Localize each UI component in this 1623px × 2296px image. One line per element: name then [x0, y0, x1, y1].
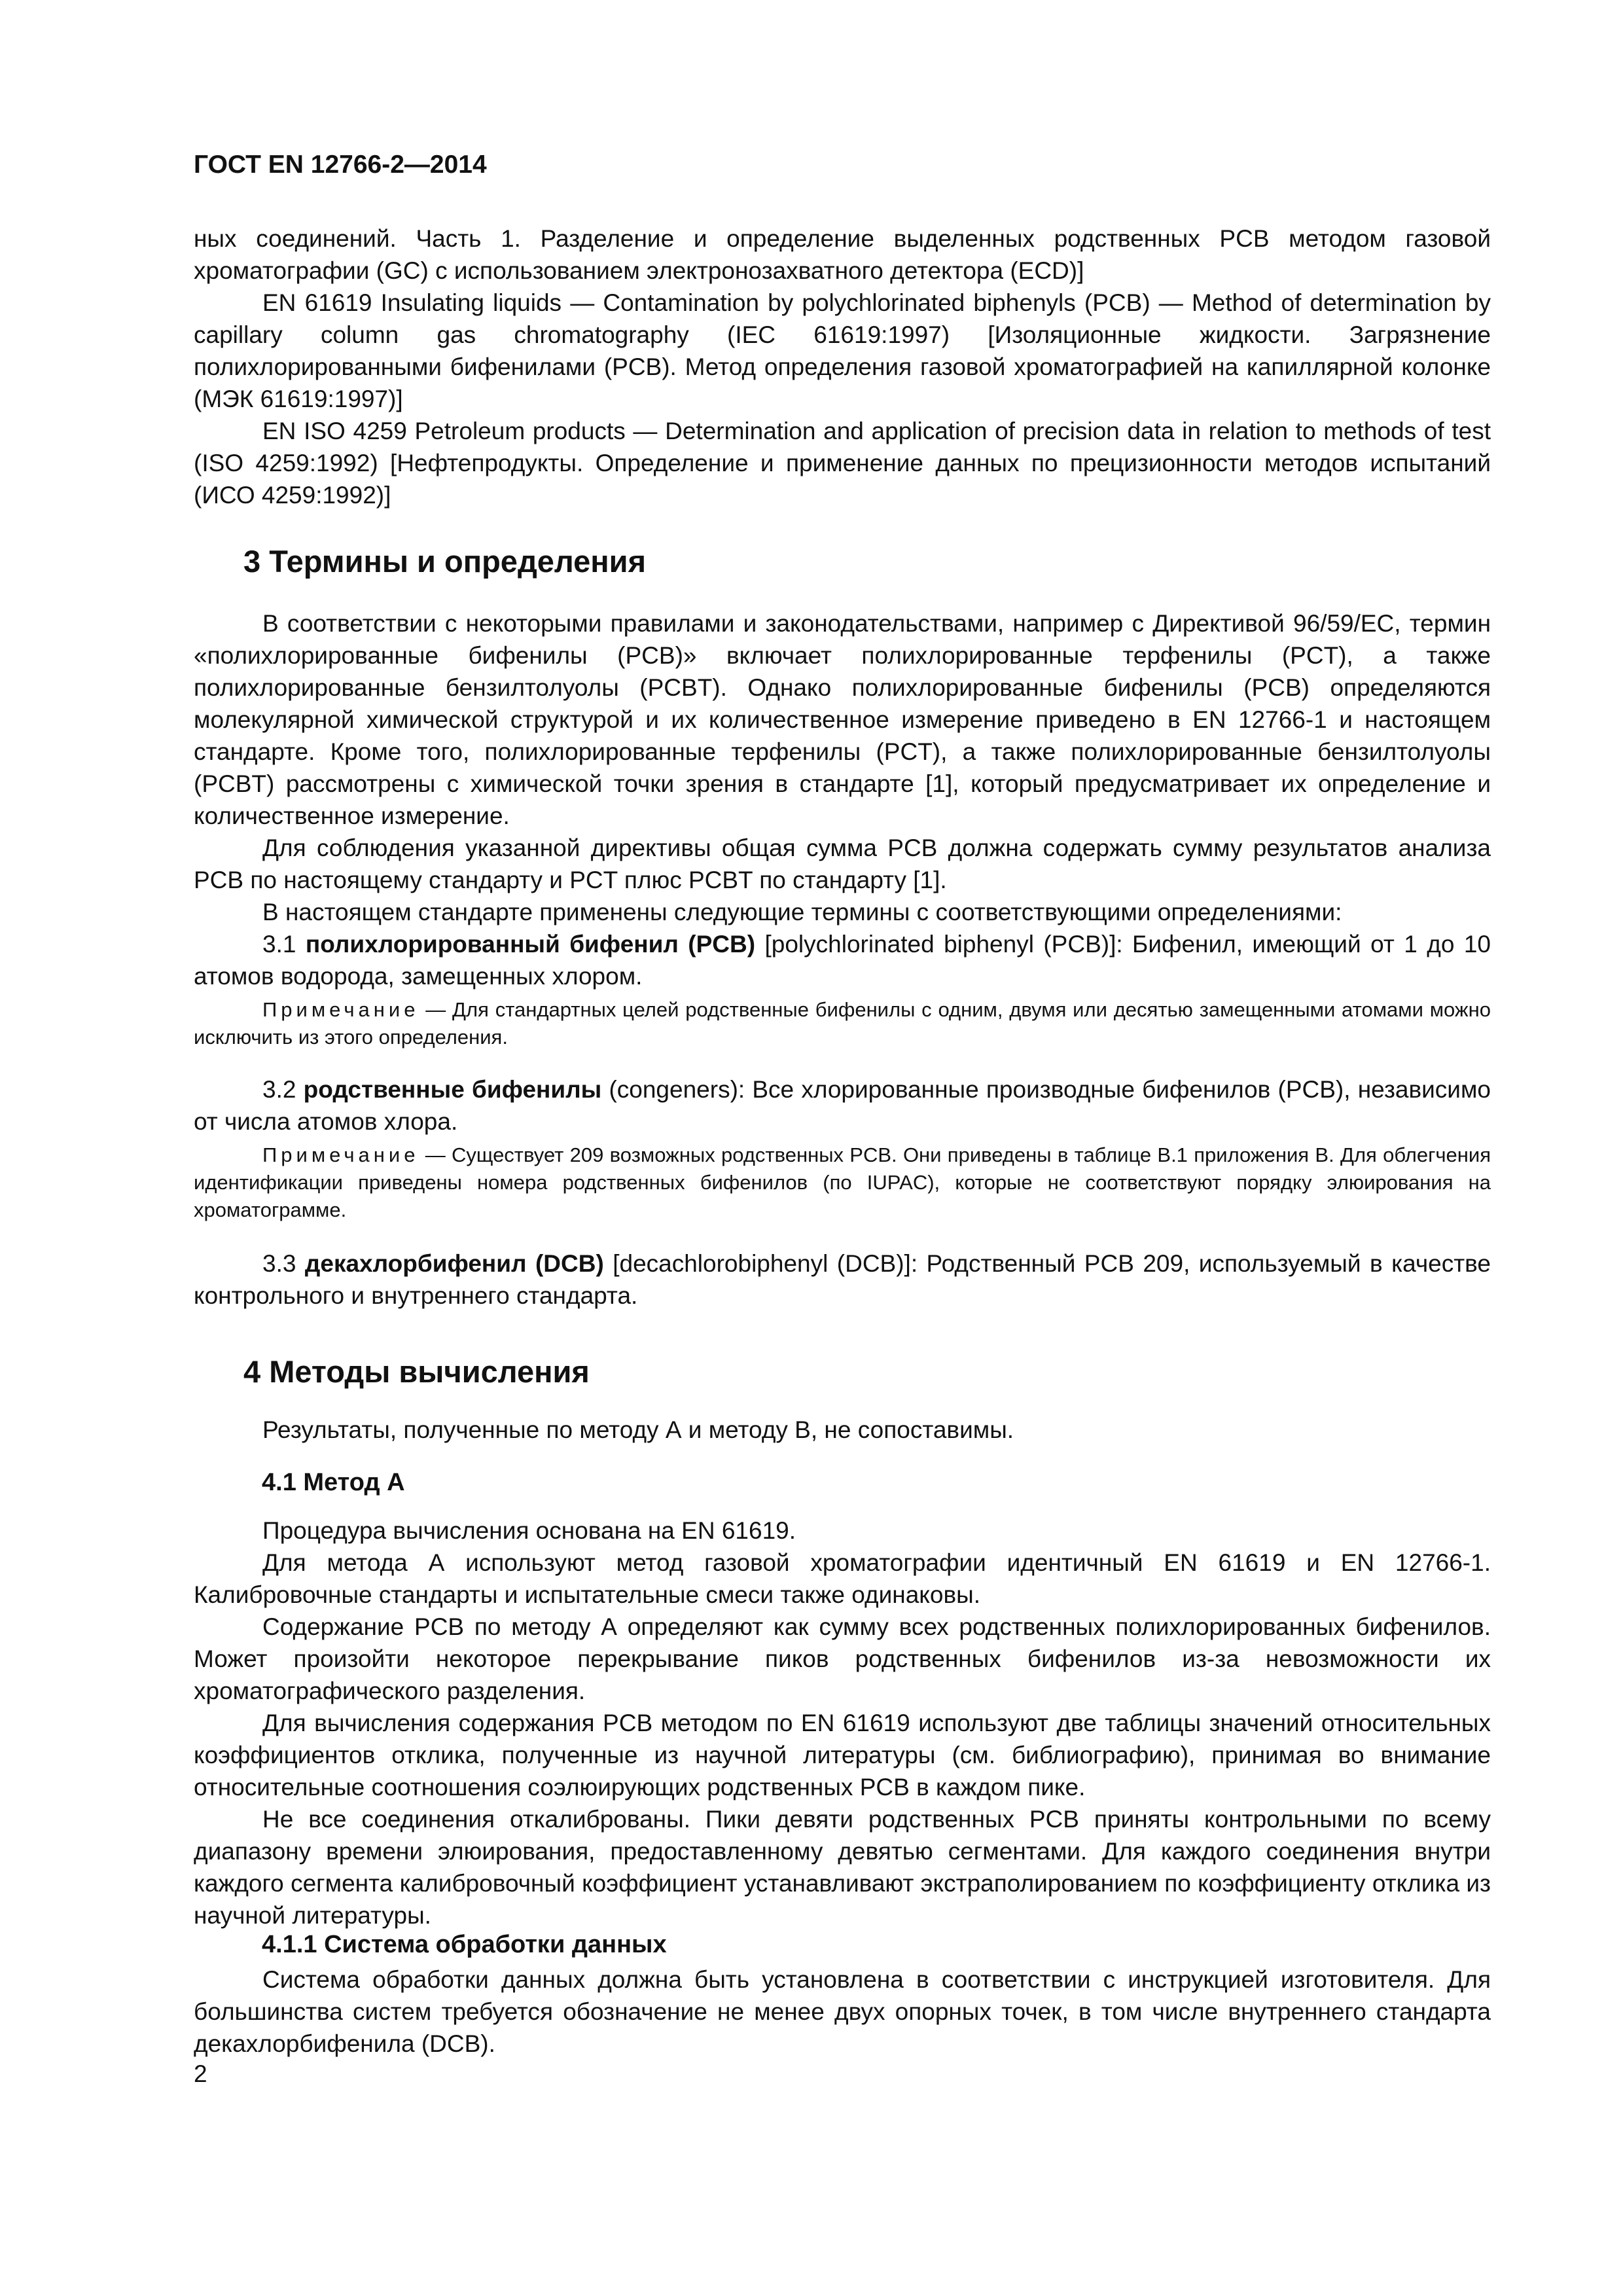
section-3-intro: В соответствии с некоторыми правилами и законодательствами, например с Директивой 96/59/EC, термин «полихлорированные бифенилы (PCB)» включает полихлорированные терфенилы (PCT), а также полихлорированные бензилтолуолы (PCBT). Однако полихлорированные бифенилы (PCB) определяются молекулярной химической структурой и их количественное измерение приведено в EN 12766-1 и настоящем стандарте. Кроме того, полихлорированные терфенилы (PCT), а также полихлорированные бензилтолуолы (PCBT) рассмотрены с химической точки зрения в стандарте [1], который предусматривает их определение и количественное измерение. — [194, 610, 1491, 829]
section-4-intro: Результаты, полученные по методу А и методу В, не сопоставимы. — [262, 1416, 1014, 1443]
ref-en-61619: EN 61619 Insulating liquids — Contamination by polychlorinated biphenyls (PCB) — Method of determination by capillary column gas chromatography (IEC 61619:1997) [Изоляционные жидкости. Загрязнение полихлорированными бифенилами (PCB). Метод определения газовой хроматографией на капиллярной колонке (МЭК 61619:1997)] — [194, 289, 1491, 412]
term-name: полихлорированный бифенил (PCB) — [305, 931, 756, 958]
note-label: Примечание — [262, 998, 419, 1021]
section-4-1-1-heading: 4.1.1 Система обработки данных — [262, 1931, 667, 1958]
term-name: родственные бифенилы — [303, 1076, 602, 1103]
section-3-terms-lead: В настоящем стандарте применены следующие термины с соответствующими определениями: — [262, 899, 1342, 925]
section-3-heading: 3 Термины и определения — [243, 544, 646, 579]
term-number: 3.3 — [262, 1250, 305, 1277]
document-header: ГОСТ EN 12766-2—2014 — [194, 151, 487, 179]
term-name: декахлорбифенил (DCB) — [304, 1250, 604, 1277]
term-3-2 — [194, 1073, 1491, 1138]
note-label: Примечание — [262, 1143, 419, 1166]
section-4-heading: 4 Методы вычисления — [243, 1354, 590, 1389]
term-number: 3.2 — [262, 1076, 304, 1103]
note-text: — Существует 209 возможных родственных PCB. Они приведены в таблице В.1 приложения В. Для облегчения идентификации приведены номера родственных бифенилов (по IUPAC), которые не соответствуют порядку элюирования на хроматограмме. — [194, 1143, 1491, 1221]
section-4-1-heading: 4.1 Метод А — [262, 1469, 405, 1496]
note-3-1 — [194, 996, 1491, 1051]
section-4-1-p3: Содержание PCB по методу А определяют как сумму всех родственных полихлорированных бифенилов. Может произойти некоторое перекрывание пиков родственных бифенилов из-за невозможности их хроматографического разделения. — [194, 1613, 1491, 1704]
term-definition: [polychlorinated biphenyl (PCB)]: Бифенил, имеющий от 1 до 10 атомов водорода, замещенных хлором. — [194, 931, 1491, 990]
ref-en-iso-4259: EN ISO 4259 Petroleum products — Determination and application of precision data in relation to methods of test (ISO 4259:1992) [Нефтепродукты. Определение и применение данных по прецизионности методов испытаний (ИСО 4259:1992)] — [194, 418, 1491, 509]
term-definition: [decachlorobiphenyl (DCB)]: Родственный PCB 209, используемый в качестве контрольного и внутреннего стандарта. — [194, 1250, 1491, 1309]
note-3-2 — [194, 1141, 1491, 1224]
section-4-1-p2: Для метода А используют метод газовой хроматографии идентичный EN 61619 и EN 12766-1. Калибровочные стандарты и испытательные смеси также одинаковы. — [194, 1549, 1491, 1608]
term-3-3 — [194, 1247, 1491, 1312]
section-4-1-p4: Для вычисления содержания PCB методом по EN 61619 используют две таблицы значений относительных коэффициентов отклика, полученные из научной литературы (см. библиографию), принимая во внимание относительные соотношения соэлюирующих родственных PCB в каждом пике. — [194, 1710, 1491, 1801]
section-4-1-1-p1: Система обработки данных должна быть установлена в соответствии с инструкцией изготовителя. Для большинства систем требуется обозначение не менее двух опорных точек, в том числе внутреннего стандарта декахлорбифенила (DCB). — [194, 1966, 1491, 2057]
section-4-1-p5: Не все соединения откалиброваны. Пики девяти родственных PCB приняты контрольными по всему диапазону времени элюирования, предоставленному девятью сегментами. Для каждого соединения внутри каждого сегмента калибровочный коэффициент устанавливают экстраполированием по коэффициенту отклика из научной литературы. — [194, 1806, 1491, 1929]
term-number: 3.1 — [262, 931, 306, 958]
term-definition: (congeners): Все хлорированные производные бифенилов (PCB), независимо от числа атомов хлора. — [194, 1076, 1491, 1135]
section-4-1-p1: Процедура вычисления основана на EN 61619. — [262, 1517, 796, 1544]
section-3-directive: Для соблюдения указанной директивы общая сумма PCB должна содержать сумму результатов анализа PCB по настоящему стандарту и PCT плюс PCBT по стандарту [1]. — [194, 834, 1491, 893]
term-3-1 — [194, 928, 1491, 992]
note-text: — Для стандартных целей родственные бифенилы с одним, двумя или десятью замещенными атомами можно исключить из этого определения. — [194, 998, 1491, 1049]
ref-continuation: ных соединений. Часть 1. Разделение и определение выделенных родственных PCB методом газовой хроматографии (GC) с использованием электронозахватного детектора (ECD)] — [194, 225, 1491, 284]
page-number: 2 — [194, 2060, 207, 2087]
